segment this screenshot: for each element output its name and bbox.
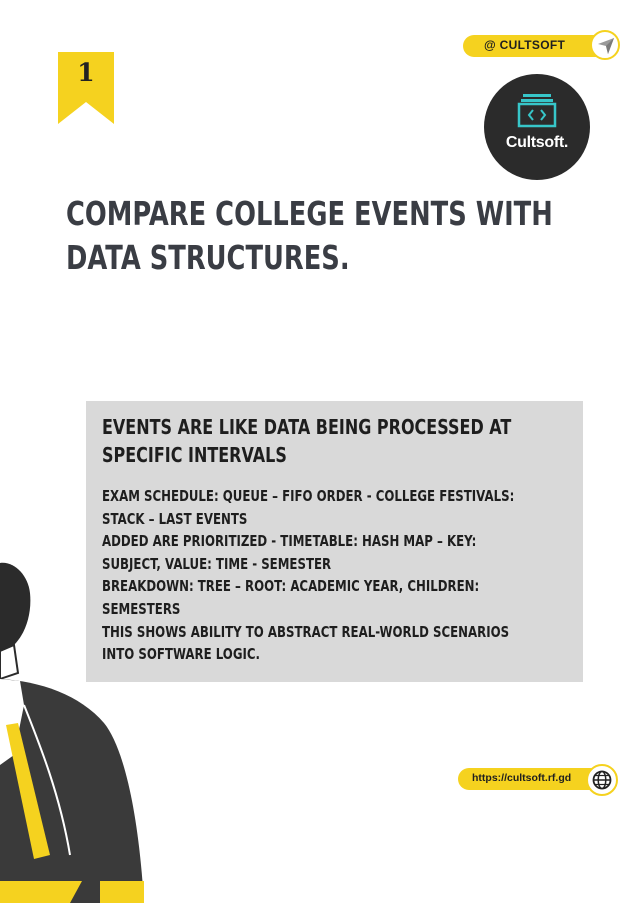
card-body-line: ADDED ARE PRIORITIZED - TIMETABLE: HASH MAP – KEY: — [102, 532, 477, 551]
card-body-line: INTO SOFTWARE LOGIC. — [102, 645, 260, 664]
card-body-line: SEMESTERS — [102, 599, 181, 618]
card-body — [102, 485, 514, 666]
page-number: 1 — [77, 58, 95, 87]
person-illustration — [0, 555, 160, 903]
card-body-line: EXAM SCHEDULE: QUEUE – FIFO ORDER - COLLEGE FESTIVALS: — [102, 487, 515, 505]
card-body-line: STACK – LAST EVENTS — [102, 509, 248, 528]
card-body-line: SUBJECT, VALUE: TIME - SEMESTER — [102, 554, 332, 573]
card-body-line: BREAKDOWN: TREE – ROOT: ACADEMIC YEAR, CHILDREN: — [102, 577, 480, 596]
monitor-code-icon — [517, 92, 557, 128]
logo-text: Cultsoft. — [505, 134, 569, 151]
title-line: COMPARE COLLEGE EVENTS WITH — [66, 194, 553, 233]
globe-button[interactable] — [586, 764, 618, 796]
card-heading-line: EVENTS ARE LIKE DATA BEING PROCESSED AT — [102, 415, 512, 439]
send-icon — [597, 37, 615, 55]
website-link[interactable]: https://cultsoft.rf.gd — [472, 772, 572, 784]
cultsoft-logo — [484, 74, 590, 180]
title-line: DATA STRUCTURES. — [66, 238, 350, 277]
card-heading — [102, 413, 511, 469]
card-body-line: THIS SHOWS ABILITY TO ABSTRACT REAL-WORLD SCENARIOS — [102, 622, 510, 641]
card-heading-line: SPECIFIC INTERVALS — [102, 443, 287, 467]
handle-text: @ CULTSOFT — [484, 38, 566, 52]
page-title — [66, 192, 553, 280]
content-card — [86, 401, 583, 682]
globe-icon — [592, 770, 612, 790]
send-button[interactable] — [590, 30, 620, 60]
